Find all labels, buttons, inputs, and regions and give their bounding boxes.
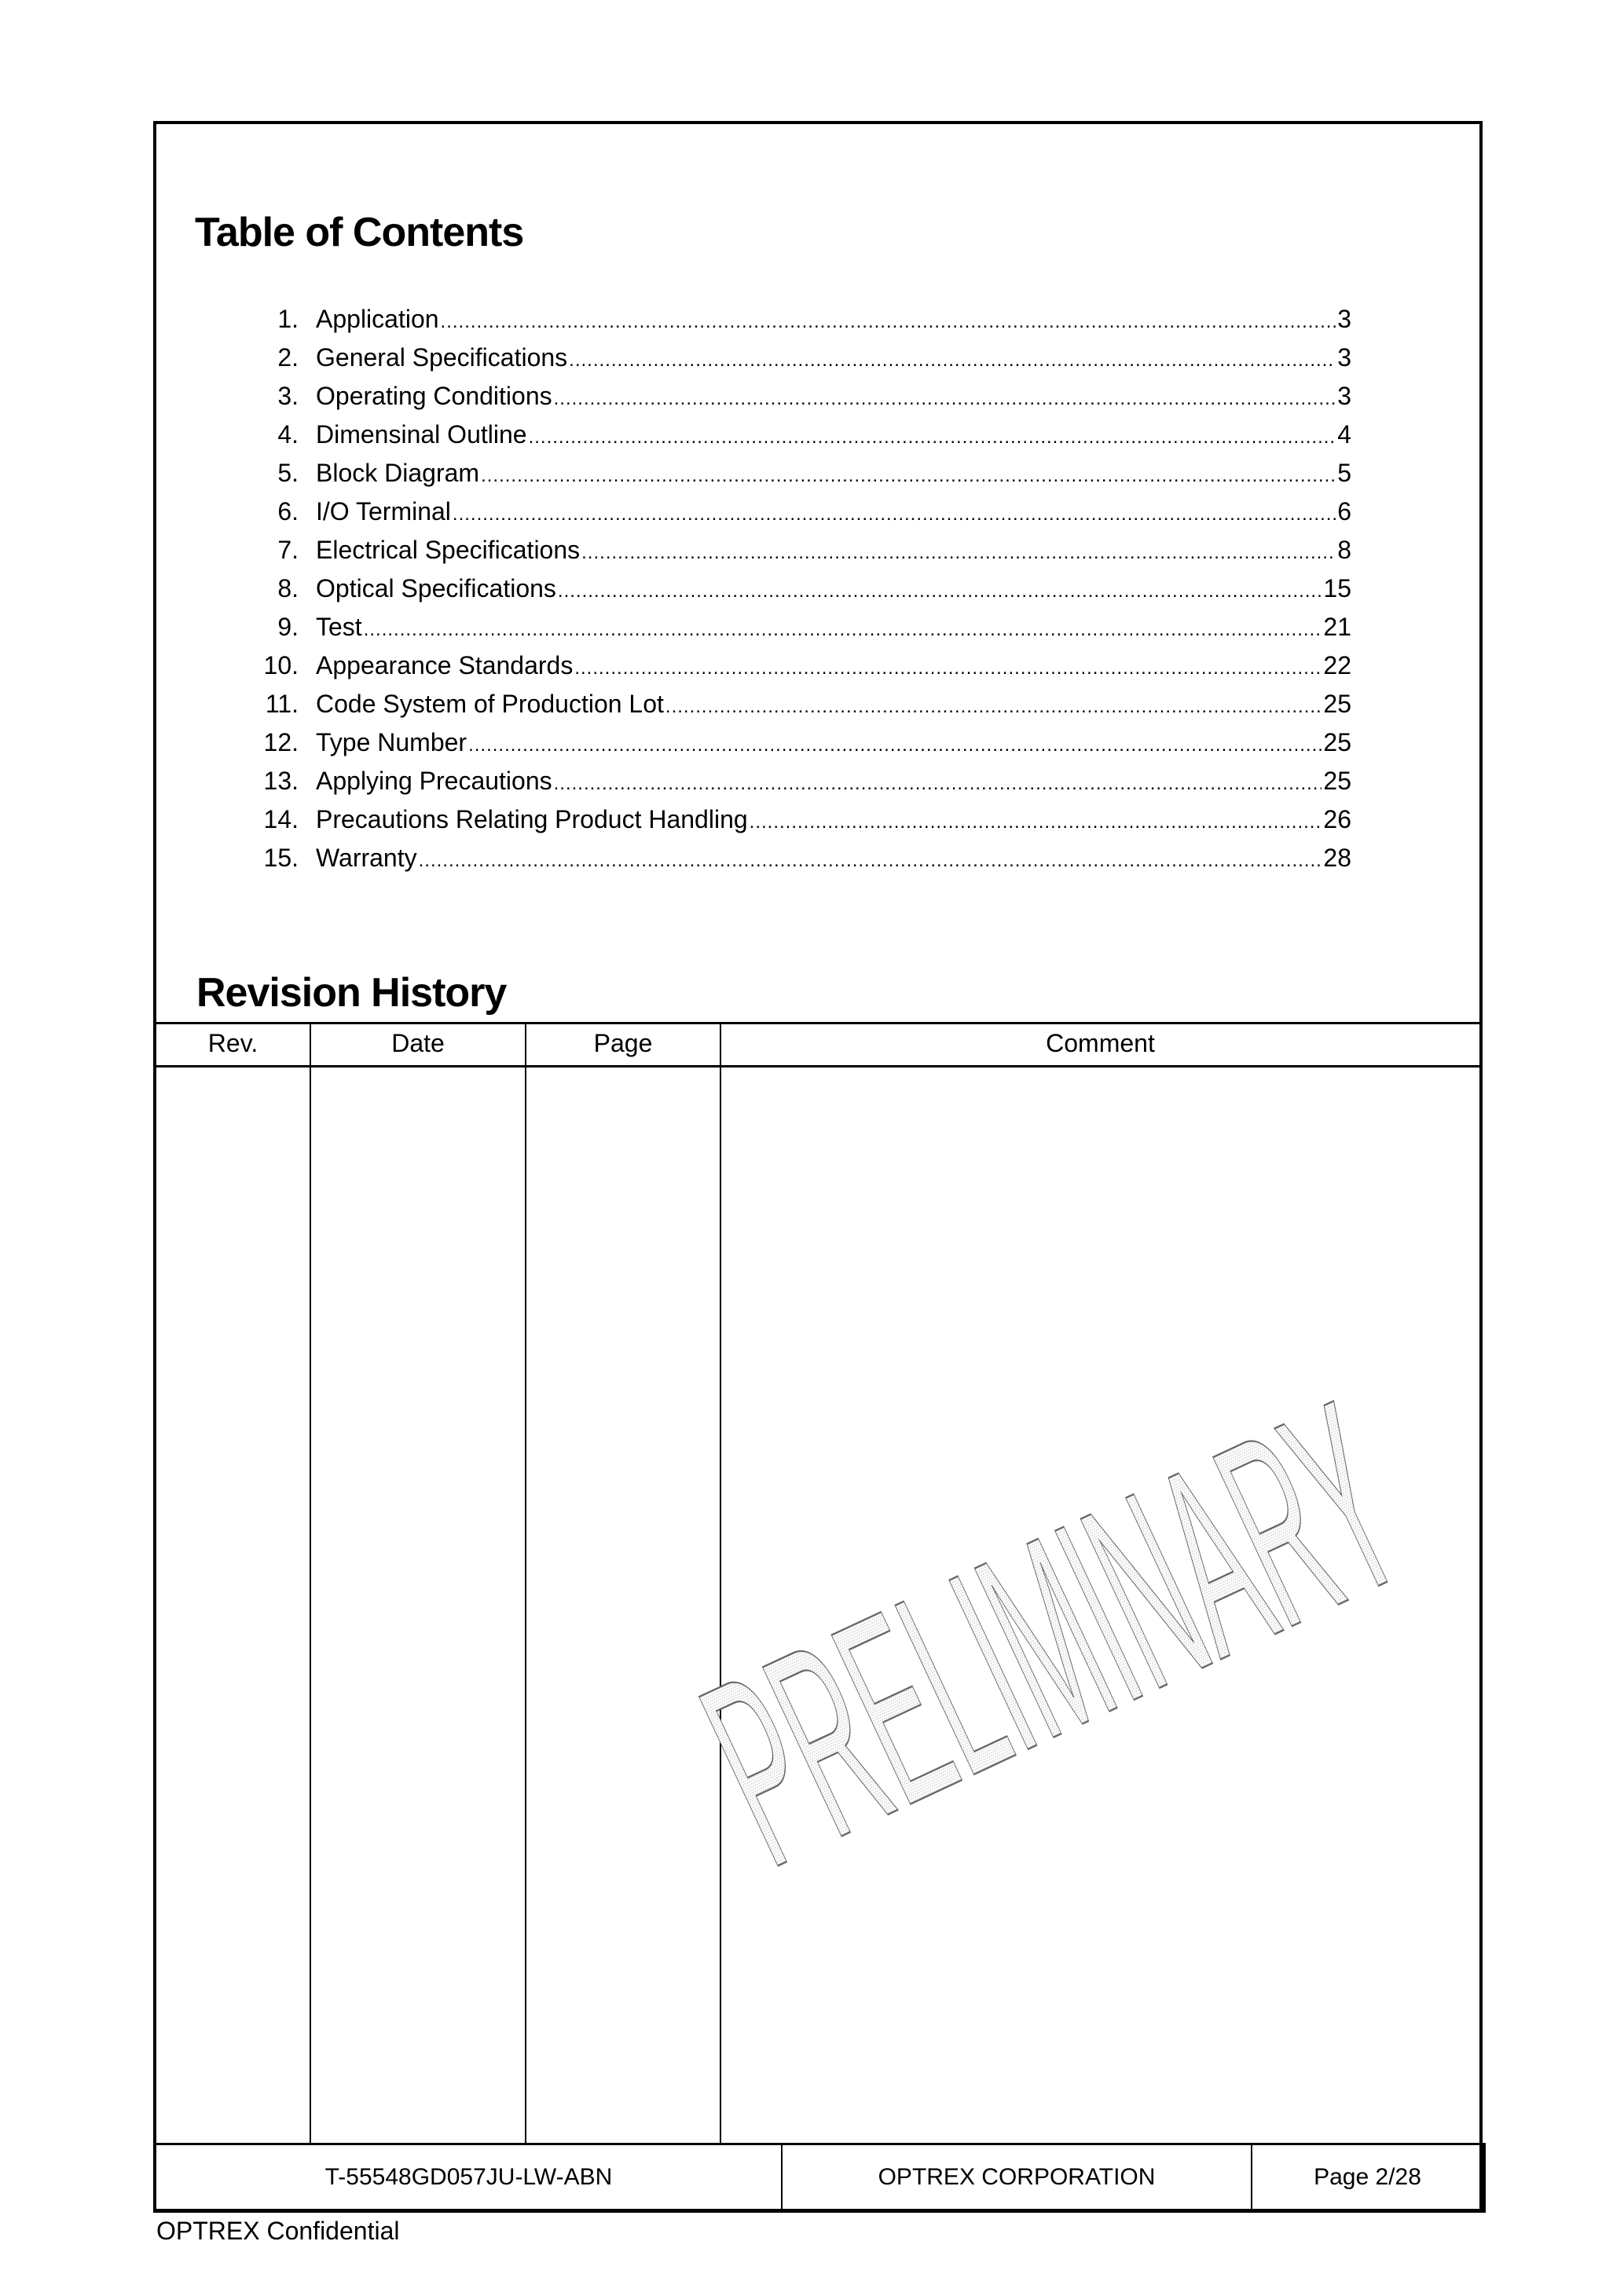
toc-entry-label: General Specifications xyxy=(316,343,568,372)
toc-entry-page: 25 xyxy=(1323,728,1351,756)
toc-entry[interactable] xyxy=(236,690,1351,728)
toc-entry-page: 6 xyxy=(1337,497,1351,525)
toc-entry-number: 5. xyxy=(277,459,299,487)
footer-company: OPTREX CORPORATION xyxy=(783,2145,1252,2209)
dot-leader xyxy=(569,350,1336,372)
toc-entry[interactable] xyxy=(236,382,1351,420)
toc-entry-page: 3 xyxy=(1337,343,1351,372)
table-top-border xyxy=(153,1022,1479,1024)
toc-entry-label: Precautions Relating Product Handling xyxy=(316,805,748,833)
toc-entry[interactable] xyxy=(236,536,1351,574)
toc-entry-number: 14. xyxy=(263,805,299,833)
toc-entry-number: 1. xyxy=(277,305,299,333)
toc-entry-number: 3. xyxy=(277,382,299,410)
toc-entry-number: 9. xyxy=(277,613,299,641)
toc-entry-label: Dimensinal Outline xyxy=(316,420,527,449)
toc-entry[interactable] xyxy=(236,574,1351,613)
toc-entry[interactable] xyxy=(236,613,1351,651)
table-header-border xyxy=(153,1065,1479,1067)
dot-leader xyxy=(554,388,1336,410)
toc-entry[interactable] xyxy=(236,497,1351,536)
dot-leader xyxy=(453,504,1336,525)
dot-leader xyxy=(529,427,1336,449)
column-divider xyxy=(720,1022,721,2144)
column-header-page: Page xyxy=(593,1029,653,1057)
dot-leader xyxy=(419,850,1322,872)
toc-entry-page: 25 xyxy=(1323,767,1351,795)
toc-entry-number: 10. xyxy=(263,651,299,679)
column-divider xyxy=(525,1022,526,2144)
toc-entry-label: Test xyxy=(316,613,362,641)
toc-entry-label: Appearance Standards xyxy=(316,651,574,679)
table-of-contents xyxy=(236,305,1351,882)
dot-leader xyxy=(364,619,1322,641)
toc-entry-label: Operating Conditions xyxy=(316,382,552,410)
dot-leader xyxy=(574,657,1322,679)
toc-entry-number: 13. xyxy=(263,767,299,795)
column-header-comment: Comment xyxy=(1046,1029,1155,1057)
column-header-date: Date xyxy=(391,1029,445,1057)
toc-entry-page: 22 xyxy=(1323,651,1351,679)
footer-table xyxy=(153,2143,1486,2213)
footer-part-number: T-55548GD057JU-LW-ABN xyxy=(156,2145,783,2209)
toc-entry-page: 8 xyxy=(1337,536,1351,564)
toc-entry[interactable] xyxy=(236,728,1351,767)
toc-entry-number: 15. xyxy=(263,844,299,872)
toc-entry-number: 11. xyxy=(265,690,299,718)
toc-entry-number: 4. xyxy=(277,420,299,449)
footer-page-number: Page 2/28 xyxy=(1314,2163,1421,2190)
toc-entry-page: 5 xyxy=(1337,459,1351,487)
toc-entry-label: Block Diagram xyxy=(316,459,480,487)
toc-entry-label: Warranty xyxy=(316,844,417,872)
dot-leader xyxy=(665,696,1322,718)
toc-entry-label: I/O Terminal xyxy=(316,497,451,525)
toc-entry-number: 8. xyxy=(277,574,299,602)
toc-entry[interactable] xyxy=(236,305,1351,343)
column-header-rev: Rev. xyxy=(207,1029,258,1057)
toc-entry-number: 12. xyxy=(263,728,299,756)
toc-entry-page: 15 xyxy=(1323,574,1351,602)
toc-entry-label: Code System of Production Lot xyxy=(316,690,664,718)
toc-entry[interactable] xyxy=(236,343,1351,382)
toc-entry-page: 28 xyxy=(1323,844,1351,872)
toc-entry-page: 3 xyxy=(1337,305,1351,333)
watermark-text: PRELIMINARY xyxy=(666,1347,1439,1922)
revision-history-title: Revision History xyxy=(196,970,507,1016)
toc-entry-number: 6. xyxy=(277,497,299,525)
confidential-label: OPTREX Confidential xyxy=(156,2217,400,2245)
toc-entry-page: 3 xyxy=(1337,382,1351,410)
toc-entry[interactable] xyxy=(236,420,1351,459)
toc-entry[interactable] xyxy=(236,651,1351,690)
dot-leader xyxy=(581,542,1336,564)
toc-entry-label: Type Number xyxy=(316,728,467,756)
toc-entry-number: 2. xyxy=(277,343,299,372)
toc-entry[interactable] xyxy=(236,459,1351,497)
toc-title: Table of Contents xyxy=(195,210,524,255)
dot-leader xyxy=(441,311,1336,333)
toc-entry-label: Electrical Specifications xyxy=(316,536,581,564)
toc-entry-label: Applying Precautions xyxy=(316,767,552,795)
toc-entry[interactable] xyxy=(236,767,1351,805)
dot-leader xyxy=(750,811,1322,833)
column-divider xyxy=(310,1022,311,2144)
toc-entry-page: 26 xyxy=(1323,805,1351,833)
dot-leader xyxy=(481,465,1336,487)
toc-entry-page: 21 xyxy=(1323,613,1351,641)
toc-entry-label: Application xyxy=(316,305,439,333)
dot-leader xyxy=(554,773,1322,795)
dot-leader xyxy=(468,734,1322,756)
toc-entry[interactable] xyxy=(236,844,1351,882)
dot-leader xyxy=(558,580,1322,602)
toc-entry-page: 25 xyxy=(1323,690,1351,718)
toc-entry-label: Optical Specifications xyxy=(316,574,556,602)
toc-entry-page: 4 xyxy=(1337,420,1351,449)
toc-entry[interactable] xyxy=(236,805,1351,844)
toc-entry-number: 7. xyxy=(277,536,299,564)
